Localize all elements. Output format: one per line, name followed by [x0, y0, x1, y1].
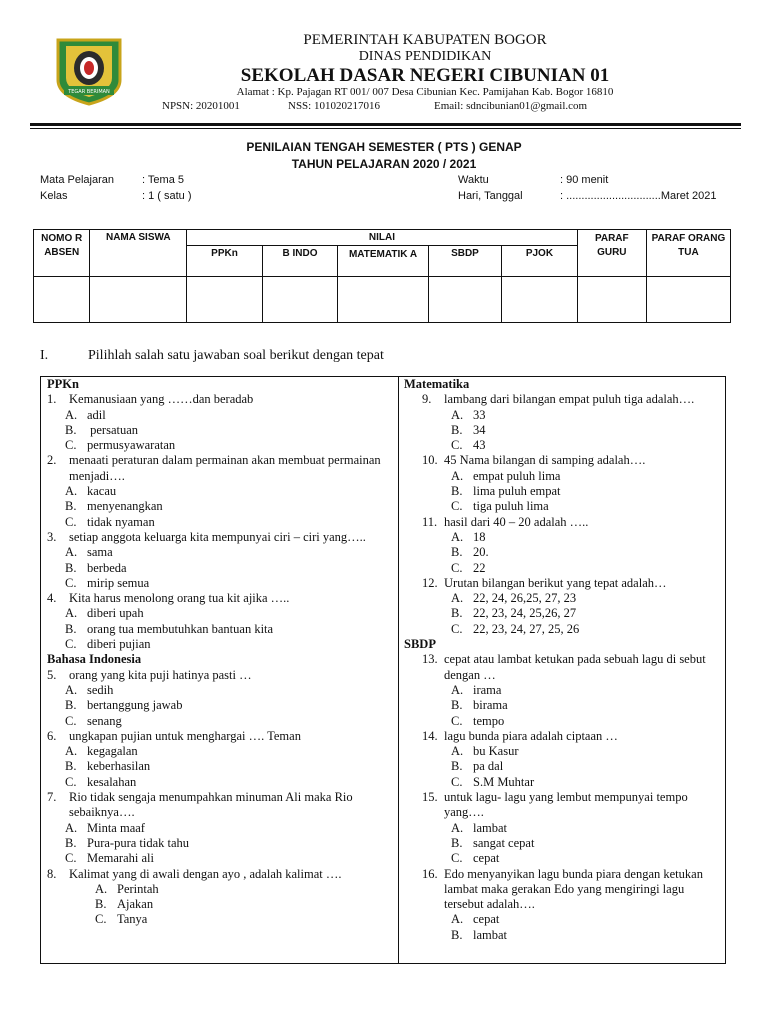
header-rule-thin [30, 128, 741, 129]
question-text: menaati peraturan dalam permainan akan membuat permainan menjadi…. [69, 453, 381, 483]
answer-option [404, 851, 722, 866]
question-box [40, 376, 726, 964]
option-letter: C. [451, 774, 463, 789]
option-letter: B. [65, 698, 77, 713]
option-letter: A. [451, 912, 464, 927]
option-letter: C. [451, 499, 463, 514]
answer-option [404, 821, 722, 836]
answer-option [404, 530, 722, 545]
option-letter: A. [65, 407, 78, 422]
option-letter: B. [65, 621, 77, 636]
question-text: orang yang kita puji hatinya pasti … [69, 667, 252, 682]
question-number: 8. [47, 866, 57, 881]
option-text: S.M Muhtar [473, 774, 535, 789]
question [404, 453, 722, 468]
nss: NSS: 101020217016 [288, 100, 380, 112]
question-number: 3. [47, 529, 57, 544]
col-paraf-guru: PARAF GURU [577, 230, 646, 277]
question [47, 530, 395, 545]
option-text: kesalahan [87, 774, 137, 789]
answer-option [47, 606, 395, 621]
waktu-label: Waktu [458, 174, 489, 186]
question-number: 11. [422, 514, 438, 529]
subject-heading: Matematika [404, 377, 470, 391]
option-letter: B. [65, 499, 77, 514]
question-text: lagu bunda piara adalah ciptaan … [444, 728, 618, 743]
option-letter: C. [451, 713, 463, 728]
score-table [33, 229, 731, 323]
mapel-label: Mata Pelajaran [40, 174, 114, 186]
answer-option [47, 851, 395, 866]
option-text: 20. [473, 545, 489, 560]
cell-matematika[interactable] [338, 277, 428, 323]
question-text: untuk lagu- lagu yang lembut mempunyai tempo yang…. [444, 790, 688, 820]
option-text: kacau [87, 484, 117, 499]
answer-option [404, 606, 722, 621]
option-letter: B. [95, 897, 107, 912]
answer-option [47, 622, 395, 637]
exam-year: TAHUN PELAJARAN 2020 / 2021 [291, 157, 477, 171]
answer-option [47, 515, 395, 530]
school-address: Alamat : Kp. Pajagan RT 001/ 007 Desa Cibunian Kec. Pamijahan Kab. Bogor 16810 [236, 86, 614, 98]
option-text: sama [87, 545, 113, 560]
answer-option [404, 759, 722, 774]
option-text: 22 [473, 560, 486, 575]
kelas-value: : 1 ( satu ) [142, 190, 192, 202]
option-letter: A. [451, 682, 464, 697]
option-text: bu Kasur [473, 744, 519, 759]
section-instruction: Pilihlah salah satu jawaban soal berikut dengan tepat [88, 348, 384, 363]
answer-option [47, 775, 395, 790]
option-text: orang tua membutuhkan bantuan kita [87, 621, 274, 636]
answer-option [47, 821, 395, 836]
answer-option [47, 545, 395, 560]
answer-option [47, 637, 395, 652]
cell-pjok[interactable] [502, 277, 578, 323]
option-text: 22, 24, 26,25, 27, 23 [473, 591, 577, 606]
question [404, 515, 722, 530]
subject-heading: Bahasa Indonesia [47, 652, 142, 667]
answer-option [47, 897, 395, 912]
option-letter: A. [451, 468, 464, 483]
answer-option [404, 561, 722, 576]
option-text: birama [473, 698, 508, 713]
answer-option [47, 683, 395, 698]
option-text: diberi pujian [87, 637, 151, 652]
option-text: diberi upah [87, 606, 144, 621]
col-sbdp: SBDP [428, 246, 501, 277]
option-letter: B. [451, 927, 463, 942]
answer-option [47, 698, 395, 713]
col-pjok: PJOK [502, 246, 578, 277]
option-letter: C. [95, 912, 107, 927]
option-letter: C. [451, 621, 463, 636]
question [47, 392, 395, 407]
header-rule [30, 123, 741, 126]
header-line2: DINAS PENDIDIKAN [358, 49, 492, 64]
option-text: berbeda [87, 560, 127, 575]
option-text: Minta maaf [87, 820, 145, 835]
question-text: Kalimat yang di awali dengan ayo , adalah kalimat …. [69, 866, 342, 881]
answer-option [404, 683, 722, 698]
option-text: menyenangkan [87, 499, 163, 514]
cell-bindo[interactable] [262, 277, 338, 323]
logo-motto: TEGAR BERIMAN [68, 89, 110, 95]
answer-option [47, 836, 395, 851]
section-number: I. [40, 348, 49, 363]
question-text: setiap anggota keluarga kita mempunyai ciri – ciri yang….. [69, 529, 366, 544]
option-text: Pura-pura tidak tahu [87, 835, 190, 850]
answer-option [404, 622, 722, 637]
option-letter: B. [451, 422, 463, 437]
option-text: tempo [473, 713, 505, 728]
answer-option [404, 775, 722, 790]
option-letter: B. [451, 759, 463, 774]
option-letter: B. [65, 759, 77, 774]
question-text: lambang dari bilangan empat puluh tiga adalah…. [444, 392, 695, 407]
option-letter: A. [451, 820, 464, 835]
col-nomor: NOMO R ABSEN [34, 230, 90, 277]
col-ppkn: PPKn [187, 246, 263, 277]
option-text: 22, 23, 24, 27, 25, 26 [473, 621, 580, 636]
option-letter: A. [65, 484, 78, 499]
option-text: empat puluh lima [473, 468, 561, 483]
col-nama: NAMA SISWA [90, 230, 187, 277]
question-number: 4. [47, 591, 57, 606]
option-letter: A. [65, 545, 78, 560]
question [404, 729, 722, 744]
answer-option [404, 438, 722, 453]
question-text: hasil dari 40 – 20 adalah ….. [444, 514, 589, 529]
section-heading [40, 348, 384, 364]
option-text: mirip semua [87, 575, 150, 590]
question [404, 392, 722, 407]
option-text: pa dal [473, 759, 504, 774]
question [47, 453, 395, 484]
question-number: 2. [47, 453, 57, 468]
answer-option [47, 561, 395, 576]
option-letter: B. [451, 484, 463, 499]
option-text: adil [87, 407, 106, 422]
waktu-value: : 90 menit [560, 174, 609, 186]
answer-option [47, 423, 395, 438]
option-text: tiga puluh lima [473, 499, 549, 514]
answer-option [47, 759, 395, 774]
option-text: 18 [473, 529, 486, 544]
question [404, 790, 722, 821]
question-column-left [47, 377, 395, 928]
question-text: Urutan bilangan berikut yang tepat adalah… [444, 575, 667, 590]
option-text: keberhasilan [87, 759, 151, 774]
answer-option [47, 744, 395, 759]
option-text: sedih [87, 682, 114, 697]
question-text: Kita harus menolong orang tua kit ajika ….. [69, 591, 290, 606]
school-name: SEKOLAH DASAR NEGERI CIBUNIAN 01 [240, 65, 610, 86]
question-number: 5. [47, 667, 57, 682]
option-letter: C. [451, 851, 463, 866]
cell-nama[interactable] [90, 277, 187, 323]
option-letter: B. [451, 835, 463, 850]
answer-option [404, 408, 722, 423]
question-text: cepat atau lambat ketukan pada sebuah lagu di sebut dengan … [444, 652, 706, 682]
col-nilai: NILAI [187, 230, 578, 246]
col-paraf-ortu: PARAF ORANG TUA [646, 230, 730, 277]
option-text: lambat [473, 927, 508, 942]
hari-value: : ...............................Maret 2021 [560, 190, 717, 202]
option-letter: C. [65, 438, 77, 453]
cell-paraf-ortu[interactable] [646, 277, 730, 323]
question-number: 9. [422, 392, 432, 407]
option-text: permusyawaratan [87, 438, 176, 453]
option-text: lambat [473, 820, 508, 835]
option-letter: B. [65, 560, 77, 575]
subject-heading: SBDP [404, 637, 436, 652]
answer-option [47, 499, 395, 514]
question-number: 14. [422, 728, 438, 743]
question-text: Kemanusiaan yang ……dan beradab [69, 392, 254, 407]
answer-option [404, 698, 722, 713]
question-number: 10. [422, 453, 438, 468]
question [47, 591, 395, 606]
option-text: tidak nyaman [87, 514, 155, 529]
answer-option [404, 714, 722, 729]
option-letter: B. [65, 422, 77, 437]
cell-paraf-guru[interactable] [577, 277, 646, 323]
question-number: 12. [422, 575, 438, 590]
question-number: 1. [47, 392, 57, 407]
option-letter: A. [65, 744, 78, 759]
exam-title: PENILAIAN TENGAH SEMESTER ( PTS ) GENAP [246, 140, 522, 154]
option-letter: B. [451, 545, 463, 560]
option-letter: B. [65, 835, 77, 850]
answer-option [404, 469, 722, 484]
option-text: Tanya [117, 912, 148, 927]
question-number: 7. [47, 790, 57, 805]
question [47, 729, 395, 744]
answer-option [404, 744, 722, 759]
option-text: lima puluh empat [473, 484, 561, 499]
question-column-right [404, 377, 722, 943]
answer-option [404, 912, 722, 927]
option-letter: A. [65, 606, 78, 621]
option-text: kegagalan [87, 744, 138, 759]
question-text: ungkapan pujian untuk menghargai …. Teman [69, 728, 301, 743]
column-divider [398, 377, 399, 963]
option-text: cepat [473, 851, 500, 866]
question-number: 6. [47, 728, 57, 743]
answer-option [47, 484, 395, 499]
mapel-value: : Tema 5 [142, 174, 184, 186]
option-letter: A. [65, 820, 78, 835]
email: Email: sdncibunian01@gmail.com [434, 100, 588, 112]
answer-option [404, 836, 722, 851]
answer-option [47, 576, 395, 591]
option-letter: C. [65, 774, 77, 789]
header-line1: PEMERINTAH KABUPATEN BOGOR [303, 32, 547, 48]
option-text: 43 [473, 438, 486, 453]
col-bindo: B INDO [262, 246, 338, 277]
question-text: 45 Nama bilangan di samping adalah…. [444, 453, 646, 468]
option-letter: C. [65, 637, 77, 652]
answer-option [404, 423, 722, 438]
question [47, 790, 395, 821]
option-letter: C. [65, 575, 77, 590]
cell-ppkn[interactable] [187, 277, 263, 323]
hari-label: Hari, Tanggal [458, 190, 523, 202]
question-number: 16. [422, 866, 438, 881]
option-text: 33 [473, 407, 486, 422]
option-letter: C. [451, 438, 463, 453]
option-letter: A. [451, 744, 464, 759]
option-text: 34 [473, 422, 486, 437]
col-matematika: MATEMATIK A [338, 246, 428, 277]
option-letter: B. [451, 698, 463, 713]
option-text: Perintah [117, 881, 159, 896]
question-text: Rio tidak sengaja menumpahkan minuman Ali maka Rio sebaiknya…. [69, 790, 353, 820]
option-text: senang [87, 713, 122, 728]
option-text: cepat [473, 912, 500, 927]
answer-option [47, 882, 395, 897]
answer-option [404, 545, 722, 560]
cell-nomor[interactable] [34, 277, 90, 323]
option-text: sangat cepat [473, 835, 535, 850]
option-letter: A. [65, 682, 78, 697]
answer-option [404, 928, 722, 943]
answer-option [47, 912, 395, 927]
option-letter: A. [451, 529, 464, 544]
question [404, 867, 722, 913]
option-letter: C. [65, 713, 77, 728]
answer-option [404, 499, 722, 514]
option-letter: A. [451, 407, 464, 422]
school-logo [54, 36, 124, 106]
cell-sbdp[interactable] [428, 277, 501, 323]
question [404, 576, 722, 591]
npsn: NPSN: 20201001 [162, 100, 240, 112]
option-letter: C. [451, 560, 463, 575]
answer-option [47, 408, 395, 423]
option-letter: C. [65, 851, 77, 866]
answer-option [47, 714, 395, 729]
question-number: 13. [422, 652, 438, 667]
question [404, 652, 722, 683]
option-letter: B. [451, 606, 463, 621]
answer-option [404, 484, 722, 499]
option-text: Ajakan [117, 897, 154, 912]
question-text: Edo menyanyikan lagu bunda piara dengan ketukan lambat maka gerakan Edo yang mengiringi lagu tersebut adalah…. [444, 866, 703, 912]
question [47, 668, 395, 683]
option-text: bertanggung jawab [87, 698, 183, 713]
option-text: irama [473, 682, 502, 697]
subject-heading: PPKn [47, 377, 79, 391]
answer-option [47, 438, 395, 453]
option-text: 22, 23, 24, 25,26, 27 [473, 606, 577, 621]
option-text: Memarahi ali [87, 851, 154, 866]
answer-option [404, 591, 722, 606]
option-letter: A. [95, 881, 108, 896]
option-letter: A. [451, 591, 464, 606]
question-number: 15. [422, 790, 438, 805]
question [47, 867, 395, 882]
option-letter: C. [65, 514, 77, 529]
kelas-label: Kelas [40, 190, 68, 202]
option-text: persatuan [87, 422, 139, 437]
